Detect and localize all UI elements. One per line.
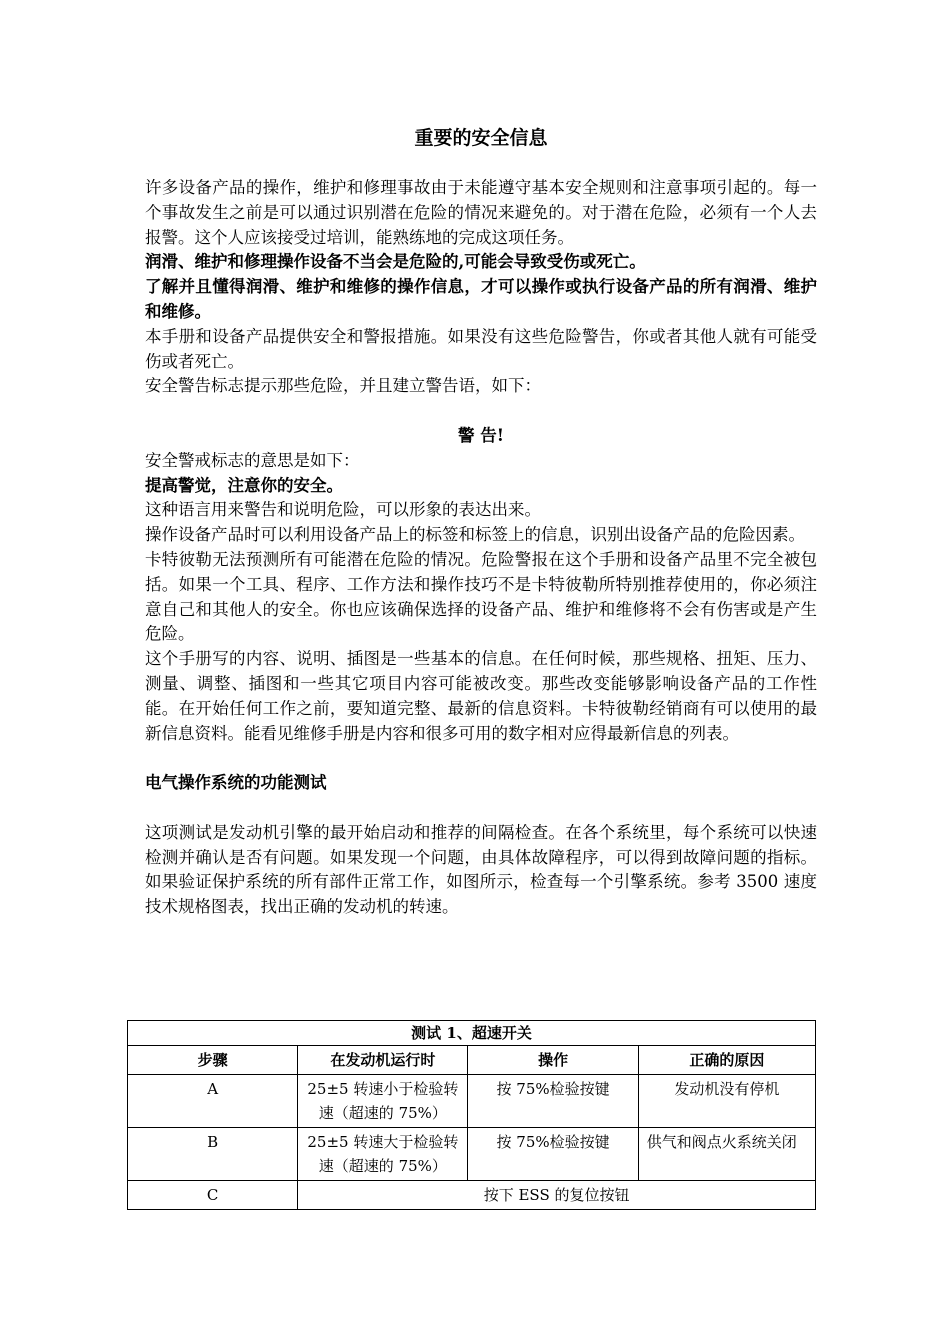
header-action: 操作 bbox=[468, 1046, 638, 1075]
header-step: 步骤 bbox=[128, 1046, 298, 1075]
cell-reason: 发动机没有停机 bbox=[638, 1075, 815, 1128]
paragraph-danger-statement: 润滑、维护和修理操作设备不当会是危险的,可能会导致受伤或死亡。 bbox=[145, 252, 646, 272]
cell-step: C bbox=[128, 1181, 298, 1210]
section-heading: 电气操作系统的功能测试 bbox=[145, 773, 327, 793]
table-row bbox=[128, 1181, 816, 1210]
header-condition: 在发动机运行时 bbox=[298, 1046, 468, 1075]
cell-merged-action: 按下 ESS 的复位按钮 bbox=[298, 1181, 816, 1210]
header-reason: 正确的原因 bbox=[638, 1046, 815, 1075]
cell-reason: 供气和阀点火系统关闭 bbox=[638, 1128, 815, 1181]
page-title: 重要的安全信息 bbox=[414, 127, 548, 149]
safety-info-body bbox=[145, 176, 817, 920]
paragraph-language: 这种语言用来警告和说明危险，可以形象的表达出来。 bbox=[145, 500, 541, 520]
table-caption-row bbox=[128, 1021, 816, 1046]
paragraph-understand-statement: 了解并且懂得润滑、维护和维修的操作信息，才可以操作或执行设备产品的所有润滑、维护和维修。 bbox=[145, 277, 817, 321]
spacer bbox=[145, 796, 817, 821]
paragraph-intro: 许多设备产品的操作，维护和修理事故由于未能遵守基本安全规则和注意事项引起的。每一个事故发生之前是可以通过识别潜在危险的情况来避免的。对于潜在危险，必须有一个人去报警。这个人应该接受过培训，能熟练地的完成这项任务。 bbox=[145, 178, 817, 247]
table-row bbox=[128, 1128, 816, 1181]
paragraph-labels: 操作设备产品时可以利用设备产品上的标签和标签上的信息，识别出设备产品的危险因素。 bbox=[145, 525, 805, 545]
paragraph-be-alert: 提高警觉，注意你的安全。 bbox=[145, 475, 343, 495]
paragraph-manual-safety: 本手册和设备产品提供安全和警报措施。如果没有这些危险警告，你或者其他人就有可能受伤或者死亡。 bbox=[145, 326, 817, 371]
table-caption: 测试 1、超速开关 bbox=[128, 1021, 816, 1046]
section-paragraph: 这项测试是发动机引擎的最开始启动和推荐的间隔检查。在各个系统里，每个系统可以快速检测并确认是否有问题。如果发现一个问题，由具体故障程序，可以得到故障问题的指标。如果验证保护系统的所有部件正常工作，如图所示，检查每一个引擎系统。参考 3500 速度技术规格图表，找出正确的发动机的转速。 bbox=[145, 822, 817, 917]
paragraph-manual-content: 这个手册写的内容、说明、插图是一些基本的信息。在任何时候，那些规格、扭矩、压力、测量、调整、插图和一些其它项目内容可能被改变。那些改变能够影响设备产品的工作性能。在开始任何工作之前，要知道完整、最新的信息资料。卡特彼勒经销商有可以使用的最新信息资料。能看见维修手册是内容和很多可用的数字相对应得最新信息的列表。 bbox=[145, 649, 817, 743]
paragraph-alert-meaning: 安全警戒标志的意思是如下： bbox=[145, 450, 360, 470]
spacer bbox=[145, 746, 817, 771]
cell-condition: 25±5 转速大于检验转速（超速的 75%） bbox=[298, 1128, 468, 1181]
cell-action: 按 75%检验按键 bbox=[468, 1128, 638, 1181]
paragraph-warning-symbols: 安全警告标志提示那些危险，并且建立警告语，如下： bbox=[145, 376, 541, 396]
cell-condition: 25±5 转速小于检验转速（超速的 75%） bbox=[298, 1075, 468, 1128]
warning-heading: 警 告! bbox=[458, 425, 504, 445]
cell-step: B bbox=[128, 1128, 298, 1181]
cell-step: A bbox=[128, 1075, 298, 1128]
cell-action: 按 75%检验按键 bbox=[468, 1075, 638, 1128]
test-table bbox=[127, 1020, 816, 1210]
table-row bbox=[128, 1075, 816, 1128]
paragraph-caterpillar-hazards: 卡特彼勒无法预测所有可能潜在危险的情况。危险警报在这个手册和设备产品里不完全被包括。如果一个工具、程序、工作方法和操作技巧不是卡特彼勒所特别推荐使用的，你必须注意自己和其他人的安全。你也应该确保选择的设备产品、维护和维修将不会有伤害或是产生危险。 bbox=[145, 549, 817, 644]
table-header-row bbox=[128, 1046, 816, 1075]
